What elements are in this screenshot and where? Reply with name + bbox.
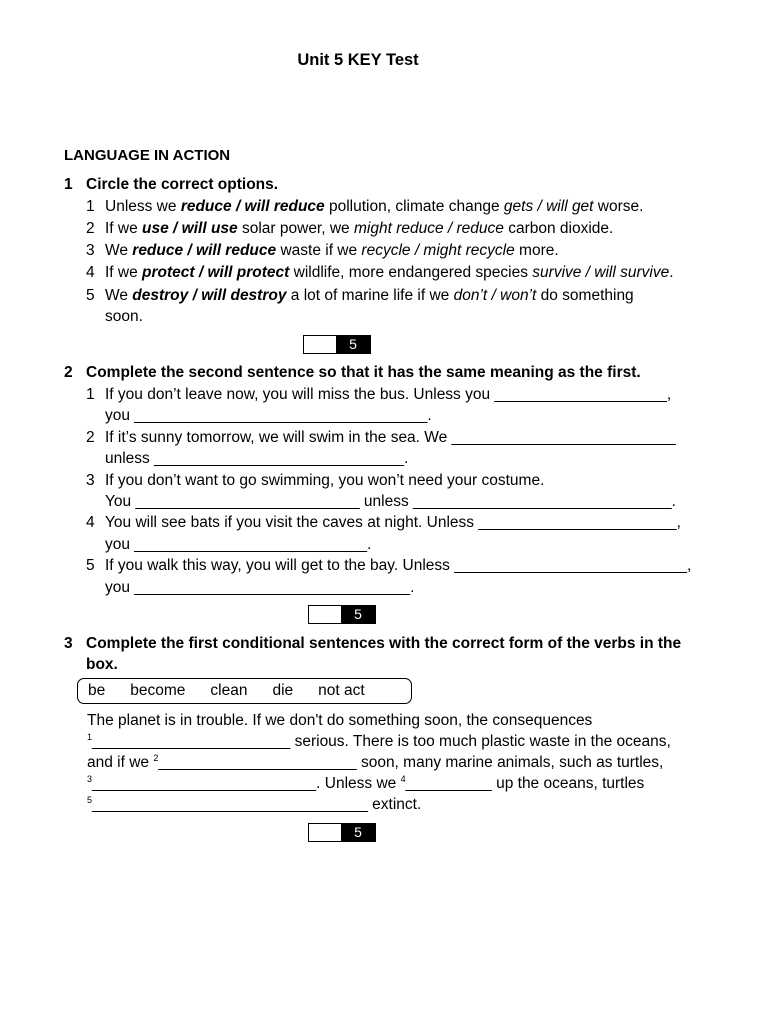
q2-item-continuation[interactable]: you ___________________________.	[105, 536, 372, 553]
word-box	[77, 678, 412, 704]
score-input[interactable]	[304, 336, 336, 353]
option-pair[interactable]: protect / will protect	[142, 264, 290, 281]
option-pair[interactable]: recycle / might recycle	[361, 242, 515, 259]
q2-item[interactable]: 5 If you walk this way, you will get to the bay. Unless ___________________________,	[86, 557, 692, 574]
score-total: 5	[341, 606, 375, 623]
q2-item: 3 If you don’t want to go swimming, you won’t need your costume.	[86, 472, 545, 489]
q2-item-continuation[interactable]: you __________________________________.	[105, 407, 432, 424]
q2-item-continuation[interactable]: unless _____________________________.	[105, 450, 409, 467]
paragraph-line[interactable]: and if we $^2$_______________________ soon, many marine animals, such as turtles,	[87, 753, 664, 771]
question-number: 1	[64, 176, 73, 193]
score-box	[303, 335, 371, 354]
gap-number: 4	[400, 774, 406, 784]
box-word: not act	[318, 682, 365, 699]
q1-item: 5 We destroy / will destroy a lot of marine life if we don’t / won’t do something	[86, 287, 634, 304]
box-word: clean	[210, 682, 248, 699]
question-2-heading	[64, 364, 641, 382]
option-pair[interactable]: don’t / won’t	[453, 287, 537, 304]
question-3-heading	[64, 635, 681, 653]
q2-item[interactable]: 4 You will see bats if you visit the caves at night. Unless _______________________,	[86, 514, 681, 531]
option-pair[interactable]: might reduce / reduce	[353, 220, 504, 237]
q2-item-continuation[interactable]: you ________________________________.	[105, 579, 415, 596]
q1-item: 1 Unless we reduce / will reduce pollution, climate change gets / will get worse.	[86, 198, 644, 215]
page-title: Unit 5 KEY Test	[297, 51, 419, 69]
gap-number: 1	[87, 732, 93, 742]
option-pair[interactable]: survive / will survive	[532, 264, 670, 281]
question-instruction: Circle the correct options.	[86, 176, 279, 193]
score-box	[308, 605, 376, 624]
paragraph-line[interactable]: $^3$__________________________. Unless we $^4$__________ up the oceans, turtles	[87, 774, 645, 792]
score-total: 5	[341, 824, 375, 841]
question-instruction-continuation: box.	[86, 656, 118, 673]
gap-number: 3	[87, 774, 93, 784]
question-number: 3	[64, 635, 73, 652]
gap-number: 5	[87, 795, 93, 805]
score-box	[308, 823, 376, 842]
question-instruction: Complete the second sentence so that it has the same meaning as the first.	[86, 364, 641, 381]
q2-item-continuation[interactable]: You __________________________ unless ______________________________.	[105, 493, 676, 510]
q1-item: 4 If we protect / will protect wildlife, more endangered species survive / will survive.	[86, 264, 674, 281]
question-1-heading	[64, 176, 278, 194]
paragraph-line[interactable]: $^5$________________________________ extinct.	[87, 795, 422, 813]
option-pair[interactable]: use / will use	[142, 220, 238, 237]
q2-item[interactable]: 2 If it’s sunny tomorrow, we will swim in the sea. We __________________________	[86, 429, 676, 446]
score-input[interactable]	[309, 824, 341, 841]
q1-item: 2 If we use / will use solar power, we might reduce / reduce carbon dioxide.	[86, 220, 614, 237]
score-total: 5	[336, 336, 370, 353]
q1-item: 3 We reduce / will reduce waste if we recycle / might recycle more.	[86, 242, 559, 259]
box-word: become	[130, 682, 186, 699]
option-pair[interactable]: destroy / will destroy	[132, 287, 287, 304]
score-input[interactable]	[309, 606, 341, 623]
paragraph-line: The planet is in trouble. If we don't do something soon, the consequences	[87, 712, 593, 729]
option-pair[interactable]: reduce / will reduce	[180, 198, 325, 215]
paragraph-line[interactable]: $^1$_______________________ serious. There is too much plastic waste in the oceans,	[87, 732, 671, 750]
option-pair[interactable]: reduce / will reduce	[132, 242, 277, 259]
box-word: die	[272, 682, 294, 699]
q1-item-continuation: soon.	[105, 308, 143, 325]
question-number: 2	[64, 364, 73, 381]
q2-item[interactable]: 1 If you don’t leave now, you will miss the bus. Unless you ____________________,	[86, 386, 672, 403]
gap-number: 2	[153, 753, 159, 763]
box-word: be	[88, 682, 106, 699]
option-pair[interactable]: gets / will get	[503, 198, 594, 215]
section-heading: LANGUAGE IN ACTION	[64, 147, 231, 164]
question-instruction: Complete the first conditional sentences with the correct form of the verbs in the	[86, 635, 682, 652]
